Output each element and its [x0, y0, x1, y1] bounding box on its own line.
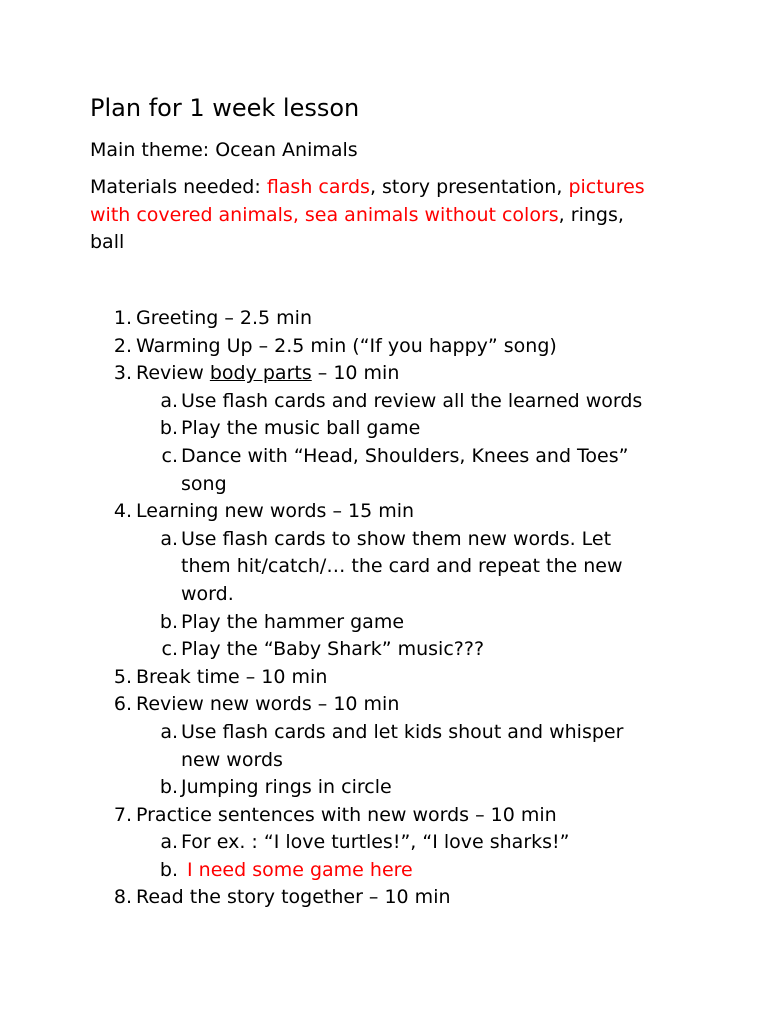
- list-item: [0, 691, 768, 719]
- materials-item-covered-animals: with covered animals, sea animals without colors: [90, 203, 559, 226]
- list-text: Read the story together – 10 min: [136, 886, 451, 909]
- sub-list-label: b.: [159, 776, 178, 799]
- sub-list-item: [0, 857, 768, 885]
- sub-list-item: [0, 774, 768, 802]
- list-number: 1.: [113, 307, 132, 329]
- sub-list-item: [0, 829, 768, 857]
- list-text: Warming Up – 2.5 min (“If you happy” song): [136, 334, 557, 357]
- main-theme: Main theme: Ocean Animals: [90, 139, 358, 161]
- sub-list-text: new words: [181, 748, 283, 771]
- sub-list-text: word.: [181, 582, 234, 605]
- sub-list-item: [0, 636, 768, 664]
- sub-list-item-continuation: [0, 471, 768, 499]
- list-number: 2.: [113, 334, 132, 357]
- materials-prefix: Materials needed:: [90, 176, 267, 198]
- sub-list-label: a.: [160, 720, 178, 743]
- list-item: [0, 333, 768, 361]
- sub-list-text: Use flash cards and review all the learned words: [181, 389, 643, 412]
- sub-list-item: [0, 719, 768, 747]
- sub-list-text: Play the “Baby Shark” music???: [181, 638, 485, 661]
- body-parts-underlined: body parts: [209, 362, 312, 385]
- page-title: Plan for 1 week lesson: [90, 94, 360, 122]
- sub-list-item: [0, 415, 768, 443]
- list-item: [0, 498, 768, 526]
- list-item: [0, 664, 768, 692]
- list-number: 8.: [113, 886, 132, 909]
- list-text: Break time – 10 min: [136, 665, 328, 688]
- materials-separator: , rings,: [558, 203, 624, 226]
- list-number: 4.: [113, 500, 132, 523]
- list-text: [136, 360, 399, 388]
- sub-list-label: a.: [160, 831, 178, 854]
- list-number: 7.: [113, 803, 132, 826]
- sub-list-text: song: [181, 472, 227, 495]
- sub-list-text-highlight: I need some game here: [181, 858, 413, 881]
- list-item: [0, 305, 768, 333]
- sub-list-text: Play the hammer game: [181, 610, 405, 633]
- sub-list-text: For ex. : “I love turtles!”, “I love sharks!”: [181, 831, 570, 854]
- list-item: [0, 884, 768, 912]
- list-item: [0, 360, 768, 388]
- materials-item-flash-cards: flash cards: [266, 176, 370, 198]
- sub-list-item: [0, 609, 768, 637]
- materials-item-ball: ball: [90, 231, 125, 253]
- sub-list-item: [0, 526, 768, 554]
- sub-list-label: a.: [160, 389, 178, 412]
- list-text-part: – 10 min: [311, 362, 400, 385]
- sub-list-text: Use flash cards and let kids shout and whisper: [181, 720, 624, 743]
- list-text: Learning new words – 15 min: [136, 500, 415, 523]
- list-number: 6.: [113, 693, 132, 716]
- sub-list-text: Use flash cards to show them new words. Let: [181, 527, 612, 550]
- sub-list-label: b.: [159, 610, 178, 633]
- list-text: Greeting – 2.5 min: [136, 307, 312, 329]
- sub-list-label: a.: [160, 527, 178, 550]
- sub-list-item-continuation: [0, 553, 768, 581]
- materials-item-pictures: pictures: [568, 176, 645, 198]
- list-text: Review new words – 10 min: [136, 693, 400, 716]
- sub-list-item-continuation: [0, 581, 768, 609]
- sub-list-label: c.: [161, 444, 178, 467]
- lesson-plan-list: [0, 305, 768, 912]
- list-text: Practice sentences with new words – 10 min: [136, 803, 557, 826]
- sub-list-label: c.: [161, 638, 178, 661]
- materials-paragraph: [90, 174, 690, 257]
- sub-list-text: Jumping rings in circle: [181, 776, 392, 799]
- list-number: 5.: [113, 665, 132, 688]
- sub-list-item-continuation: [0, 747, 768, 775]
- list-number: 3.: [113, 362, 132, 385]
- sub-list-text: Play the music ball game: [181, 417, 421, 440]
- sub-list-label: b.: [159, 417, 178, 440]
- sub-list-text: them hit/catch/… the card and repeat the new: [181, 555, 623, 578]
- list-item: [0, 802, 768, 830]
- list-text-part: Review: [136, 362, 210, 385]
- materials-separator: , story presentation,: [369, 176, 569, 198]
- sub-list-item: [0, 388, 768, 416]
- sub-list-label: b.: [159, 858, 178, 881]
- sub-list-text: Dance with “Head, Shoulders, Knees and Toes”: [181, 444, 629, 467]
- sub-list-item: [0, 443, 768, 471]
